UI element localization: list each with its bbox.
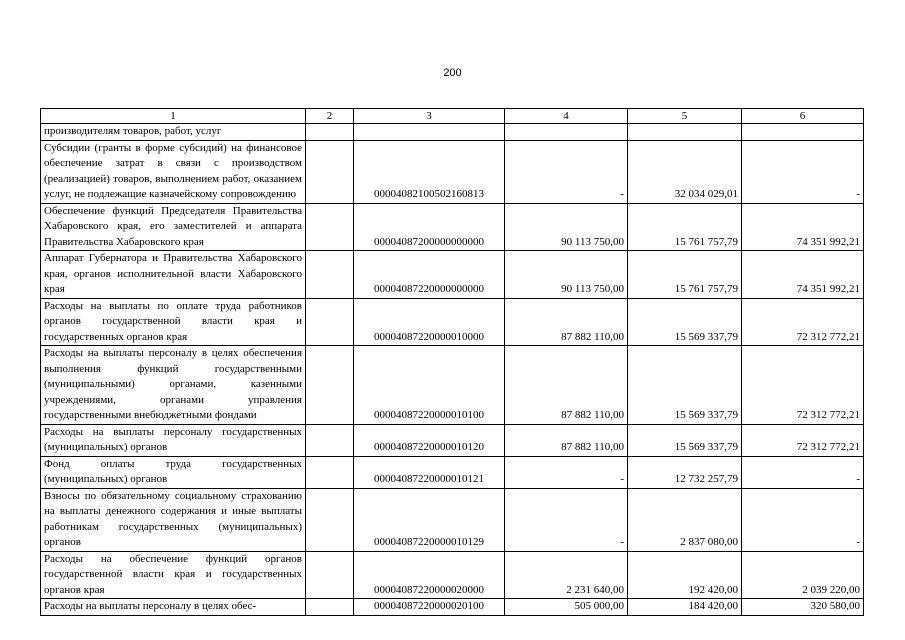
table-row	[41, 298, 864, 346]
row-value-col6: 74 351 992,21	[742, 203, 864, 251]
row-name-cell: Субсидии (гранты в форме субсидий) на финансовое обеспечение затрат в связи с производством (реализацией) товаров, выполнением работ, оказанием услуг, не подлежащие казначейскому сопровождению	[41, 140, 306, 203]
row-value-col5: 15 761 757,79	[628, 203, 742, 251]
row-value-col4: 505 000,00	[505, 599, 628, 616]
row-value-col5: 15 569 337,79	[628, 298, 742, 346]
row-name-cell: Расходы на выплаты персоналу государственных (муниципальных) органов	[41, 424, 306, 456]
row-value-col6: 72 312 772,21	[742, 424, 864, 456]
table-row	[41, 488, 864, 551]
row-code-cell: 00004087220000010129	[354, 488, 505, 551]
row-value-col5: 15 569 337,79	[628, 346, 742, 425]
row-value-col4	[505, 124, 628, 141]
row-value-col5: 15 761 757,79	[628, 251, 742, 299]
row-value-col4: -	[505, 488, 628, 551]
row-value-col4: 2 231 640,00	[505, 551, 628, 599]
row-value-col5: 12 732 257,79	[628, 456, 742, 488]
table-row	[41, 346, 864, 425]
table-row	[41, 203, 864, 251]
row-code-cell: 00004087200000000000	[354, 203, 505, 251]
row-code-cell: 00004087220000000000	[354, 251, 505, 299]
row-value-col6: -	[742, 488, 864, 551]
row-value-col4: 87 882 110,00	[505, 298, 628, 346]
row-name-cell: Обеспечение функций Председателя Правительства Хабаровского края, его заместителей и аппарата Правительства Хабаровского края	[41, 203, 306, 251]
row-col2-cell	[306, 599, 354, 616]
row-name-cell: Расходы на выплаты персоналу в целях обеспечения выполнения функций государственными (муниципальными) органами, казенными учреждениями, органами управления государственными внебюджетными фондами	[41, 346, 306, 425]
row-code-cell: 00004087220000010121	[354, 456, 505, 488]
row-value-col5: 2 837 080,00	[628, 488, 742, 551]
table-row	[41, 456, 864, 488]
table-row	[41, 424, 864, 456]
row-name-cell: производителям товаров, работ, услуг	[41, 124, 306, 141]
row-value-col6: 72 312 772,21	[742, 346, 864, 425]
row-col2-cell	[306, 298, 354, 346]
row-value-col6: 320 580,00	[742, 599, 864, 616]
row-value-col4: 90 113 750,00	[505, 251, 628, 299]
row-name-cell: Взносы по обязательному социальному страхованию на выплаты денежного содержания и иные выплаты работникам государственных (муниципальных) органов	[41, 488, 306, 551]
row-code-cell: 00004087220000010000	[354, 298, 505, 346]
row-col2-cell	[306, 424, 354, 456]
budget-table	[40, 108, 864, 616]
row-name-cell: Расходы на выплаты персоналу в целях обес-	[41, 599, 306, 616]
row-col2-cell	[306, 346, 354, 425]
row-value-col6: -	[742, 140, 864, 203]
column-header-5: 5	[628, 109, 742, 124]
row-value-col5: 32 034 029,01	[628, 140, 742, 203]
table-row	[41, 551, 864, 599]
table-row	[41, 251, 864, 299]
row-value-col6: -	[742, 456, 864, 488]
row-name-cell: Аппарат Губернатора и Правительства Хабаровского края, органов исполнительной власти Хабаровского края	[41, 251, 306, 299]
row-name-cell: Расходы на обеспечение функций органов государственной власти края и государственных органов края	[41, 551, 306, 599]
table-row	[41, 124, 864, 141]
column-header-2: 2	[306, 109, 354, 124]
row-value-col4: 87 882 110,00	[505, 346, 628, 425]
row-code-cell: 00004087220000010120	[354, 424, 505, 456]
row-col2-cell	[306, 551, 354, 599]
row-col2-cell	[306, 124, 354, 141]
row-value-col6: 2 039 220,00	[742, 551, 864, 599]
column-header-3: 3	[354, 109, 505, 124]
row-col2-cell	[306, 203, 354, 251]
header-row	[41, 109, 864, 124]
row-name-cell: Фонд оплаты труда государственных (муниципальных) органов	[41, 456, 306, 488]
row-value-col5	[628, 124, 742, 141]
row-code-cell: 00004087220000020000	[354, 551, 505, 599]
row-col2-cell	[306, 456, 354, 488]
row-value-col4: 87 882 110,00	[505, 424, 628, 456]
table-row	[41, 599, 864, 616]
page-number: 200	[443, 67, 462, 79]
column-header-4: 4	[505, 109, 628, 124]
row-value-col5: 192 420,00	[628, 551, 742, 599]
row-col2-cell	[306, 251, 354, 299]
row-value-col6	[742, 124, 864, 141]
row-value-col4: 90 113 750,00	[505, 203, 628, 251]
row-value-col5: 184 420,00	[628, 599, 742, 616]
row-col2-cell	[306, 488, 354, 551]
row-name-cell: Расходы на выплаты по оплате труда работников органов государственной власти края и государственных органов края	[41, 298, 306, 346]
row-value-col4: -	[505, 456, 628, 488]
row-code-cell: 00004087220000020100	[354, 599, 505, 616]
column-header-1: 1	[41, 109, 306, 124]
row-col2-cell	[306, 140, 354, 203]
row-value-col5: 15 569 337,79	[628, 424, 742, 456]
row-code-cell: 00004082100502160813	[354, 140, 505, 203]
column-header-6: 6	[742, 109, 864, 124]
row-value-col6: 74 351 992,21	[742, 251, 864, 299]
row-code-cell: 00004087220000010100	[354, 346, 505, 425]
row-value-col6: 72 312 772,21	[742, 298, 864, 346]
row-code-cell	[354, 124, 505, 141]
table-row	[41, 140, 864, 203]
row-value-col4: -	[505, 140, 628, 203]
